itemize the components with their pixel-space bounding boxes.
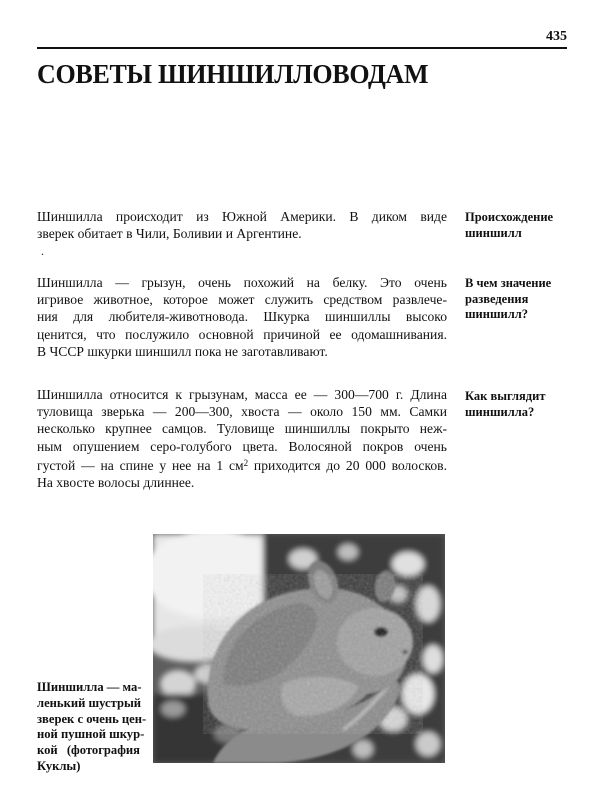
text-line: ценится, что послужило основной причиной ее одомашнивания. xyxy=(37,326,447,342)
paragraph-appearance xyxy=(37,386,447,491)
heading-line: разведения xyxy=(465,291,529,306)
heading-line: В чем значение xyxy=(465,276,552,290)
heading-line: Происхождение xyxy=(465,210,554,224)
text-line: В ЧССР шкурки шиншилл пока не заготавливают. xyxy=(37,343,328,359)
caption-line: ленький шустрый xyxy=(37,695,142,710)
text-fragment: густой — на спине у нее на 1 см xyxy=(37,457,244,473)
text-line: несколько крупнее самцов. Туловище шиншиллы покрыто неж- xyxy=(37,421,447,437)
caption-line: ной пушной шкур- xyxy=(37,727,145,742)
heading-line: шиншилла? xyxy=(465,404,535,419)
page-number: 435 xyxy=(546,29,567,44)
side-heading-appearance xyxy=(465,389,575,420)
side-heading-origin xyxy=(465,210,575,241)
photo-caption xyxy=(37,680,147,775)
text-line: ным опушением серо-голубого цвета. Волосяной покров очень xyxy=(37,438,447,454)
paragraph-origin xyxy=(37,208,447,242)
header-rule xyxy=(37,47,567,49)
text-line: ния для любителя-животновода. Шкурка шиншиллы высоко xyxy=(37,309,447,325)
chinchilla-photo xyxy=(153,534,445,763)
paragraph-breeding-value xyxy=(37,274,447,360)
heading-line: шиншилл? xyxy=(465,307,528,321)
photo-image xyxy=(153,534,445,763)
heading-line: Как выглядит xyxy=(465,389,546,403)
text-line: туловища зверька — 200—300, хвоста — около 150 мм. Самки xyxy=(37,404,447,420)
text-fragment: приходится до 20 000 волосков. xyxy=(248,457,447,473)
text-line: Шиншилла относится к грызунам, масса ее — 300—700 г. Длина xyxy=(37,387,447,402)
text-line: Шиншилла — грызун, очень похожий на белку. Это очень xyxy=(37,275,447,290)
caption-line: Куклы) xyxy=(37,758,81,773)
text-line: Шиншилла происходит из Южной Америки. В диком виде xyxy=(37,209,447,224)
stray-mark: . xyxy=(41,244,44,258)
text-line: На хвосте волосы длиннее. xyxy=(37,475,195,491)
superscript: 2 xyxy=(243,457,249,468)
text-line xyxy=(37,455,447,474)
text-line: зверек обитает в Чили, Боливии и Аргентине. xyxy=(37,226,302,242)
caption-line: Шиншилла — ма- xyxy=(37,680,142,694)
caption-line: кой (фотография xyxy=(37,743,140,758)
side-heading-breeding-value xyxy=(465,276,575,323)
text-line: игривое животное, которое может служить средством развлече- xyxy=(37,292,447,308)
page-title: СОВЕТЫ ШИНШИЛЛОВОДАМ xyxy=(37,59,429,90)
heading-line: шиншилл xyxy=(465,225,522,240)
caption-line: зверек с очень цен- xyxy=(37,711,147,726)
